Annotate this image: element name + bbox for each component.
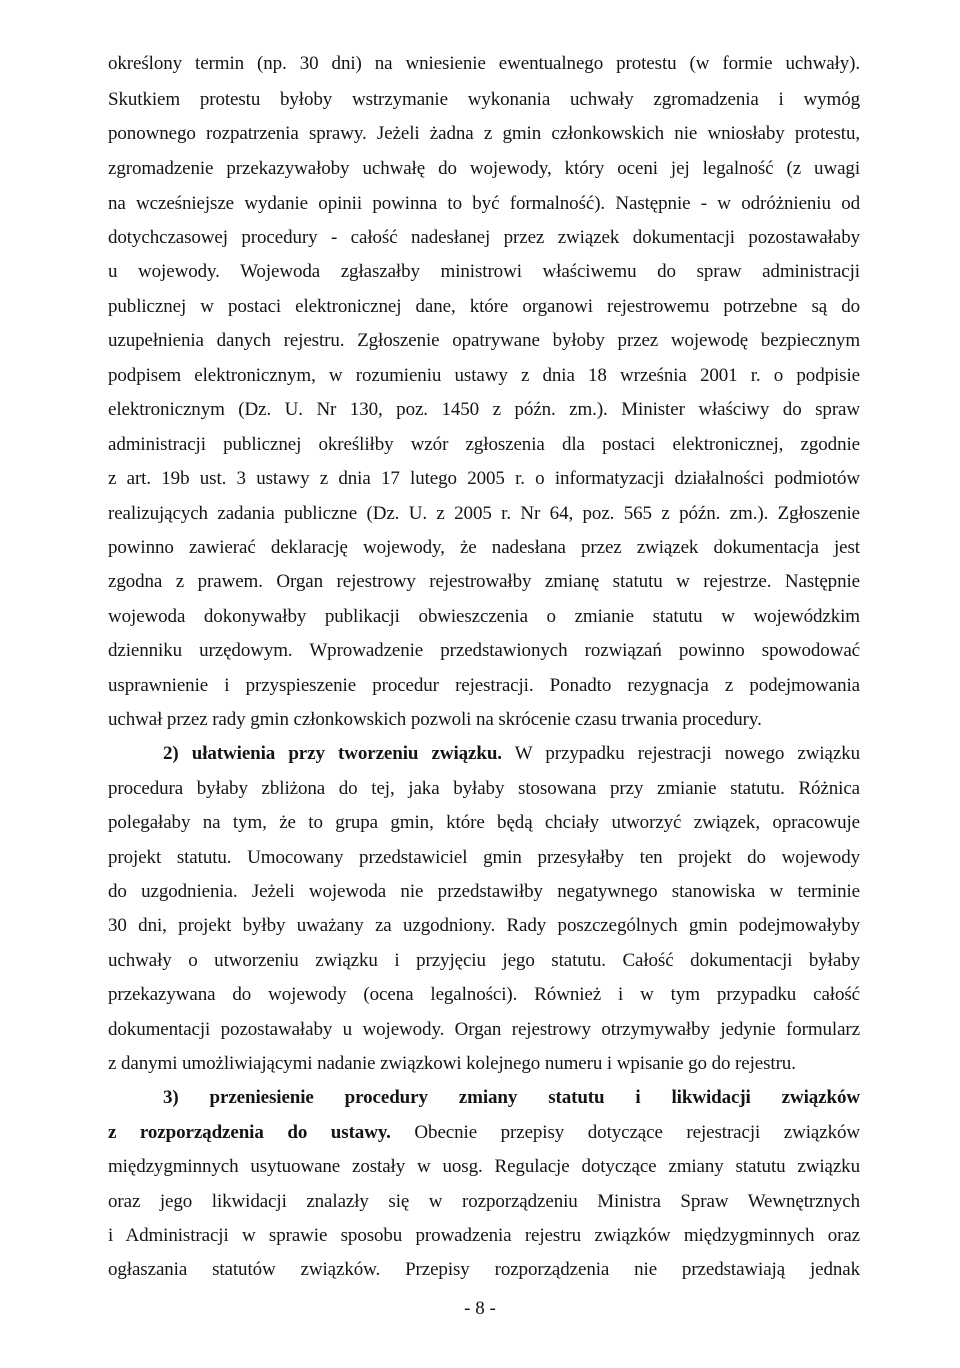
text-line: realizujących zadania publiczne (Dz. U. z 2005 r. Nr 64, poz. 565 z późn. zm.). Zgłoszenie [108, 503, 860, 524]
text-line: uchwał przez rady gmin członkowskich pozwoli na skrócenie czasu trwania procedury. [108, 709, 762, 730]
text-line: określony termin (np. 30 dni) na wniesienie ewentualnego protestu (w formie uchwały). [108, 53, 860, 74]
text-line: 30 dni, projekt byłby uważany za uzgodniony. Rady poszczególnych gmin podejmowałyby [108, 915, 860, 936]
text-line: zgodna z prawem. Organ rejestrowy rejestrowałby zmianę statutu w rejestrze. Następnie [108, 571, 860, 592]
text-line: projekt statutu. Umocowany przedstawiciel gmin przesyłałby ten projekt do wojewody [108, 847, 860, 868]
text-fragment: Obecnie przepisy dotyczące rejestracji związków [414, 1122, 861, 1143]
text-line: uzupełnienia danych rejestru. Zgłoszenie opatrywane byłoby przez wojewodę bezpiecznym [108, 330, 860, 351]
text-line: u wojewody. Wojewoda zgłaszałby ministrowi właściwemu do spraw administracji [108, 261, 860, 282]
section-2-line [163, 742, 860, 766]
text-line: ogłaszania statutów związków. Przepisy rozporządzenia nie przedstawiają jednak [108, 1259, 860, 1280]
text-line: do uzgodnienia. Jeżeli wojewoda nie przedstawiłby negatywnego stanowiska w terminie [108, 881, 860, 902]
text-line: polegałaby na tym, że to grupa gmin, które będą chciały utworzyć związek, opracowuje [108, 812, 860, 833]
section-heading-continued: z rozporządzenia do ustawy. [108, 1122, 391, 1143]
text-line: wojewoda dokonywałby publikacji obwieszczenia o zmianie statutu w wojewódzkim [108, 606, 860, 627]
section-heading: 2) ułatwienia przy tworzeniu związku. [163, 743, 502, 764]
section-heading: 3) przeniesienie procedury zmiany statutu i likwidacji związków [163, 1087, 860, 1108]
text-line: dzienniku urzędowym. Wprowadzenie przedstawionych rozwiązań powinno spowodować [108, 640, 860, 661]
text-line: z danymi umożliwiającymi nadanie związkowi kolejnego numeru i wpisanie go do rejestru. [108, 1053, 796, 1074]
section-3-line [108, 1121, 860, 1145]
text-line: publicznej w postaci elektronicznej dane, które organowi rejestrowemu potrzebne są do [108, 296, 860, 317]
text-line: i Administracji w sprawie sposobu prowadzenia rejestru związków międzygminnych oraz [108, 1225, 860, 1246]
text-fragment: W przypadku rejestracji nowego związku [514, 743, 860, 764]
text-line: międzygminnych usytuowane zostały w uosg. Regulacje dotyczące zmiany statutu związku [108, 1156, 860, 1177]
text-line: na wcześniejsze wydanie opinii powinna to być formalność). Następnie - w odróżnieniu od [108, 193, 860, 214]
text-line: dotychczasowej procedury - całość nadesłanej przez związek dokumentacji pozostawałaby [108, 227, 860, 248]
text-line: powinno zawierać deklarację wojewody, że nadesłana przez związek dokumentacja jest [108, 537, 860, 558]
text-line: ponownego rozpatrzenia sprawy. Jeżeli żadna z gmin członkowskich nie wniosłaby protestu, [108, 123, 860, 144]
text-line: zgromadzenie przekazywałoby uchwałę do wojewody, który oceni jej legalność (z uwagi [108, 158, 860, 179]
text-line: oraz jego likwidacji znalazły się w rozporządzeniu Ministra Spraw Wewnętrznych [108, 1191, 860, 1212]
text-line: dokumentacji pozostawałaby u wojewody. Organ rejestrowy otrzymywałby jedynie formularz [108, 1019, 860, 1040]
text-line: procedura byłaby zbliżona do tej, jaka byłaby stosowana przy zmianie statutu. Różnica [108, 778, 860, 799]
text-line: Skutkiem protestu byłoby wstrzymanie wykonania uchwały zgromadzenia i wymóg [108, 89, 860, 110]
text-line: uchwały o utworzeniu związku i przyjęciu jego statutu. Całość dokumentacji byłaby [108, 950, 860, 971]
text-line: usprawnienie i przyspieszenie procedur rejestracji. Ponadto rezygnacja z podejmowania [108, 675, 860, 696]
text-line: elektronicznym (Dz. U. Nr 130, poz. 1450 z późn. zm.). Minister właściwy do spraw [108, 399, 860, 420]
text-line: podpisem elektronicznym, w rozumieniu ustawy z dnia 18 września 2001 r. o podpisie [108, 365, 860, 386]
text-line: z art. 19b ust. 3 ustawy z dnia 17 lutego 2005 r. o informatyzacji działalności podmiotów [108, 468, 860, 489]
text-line: administracji publicznej określiłby wzór zgłoszenia dla postaci elektronicznej, zgodnie [108, 434, 860, 455]
text-line: przekazywana do wojewody (ocena legalności). Również i w tym przypadku całość [108, 984, 860, 1005]
page-number: - 8 - [464, 1298, 496, 1319]
